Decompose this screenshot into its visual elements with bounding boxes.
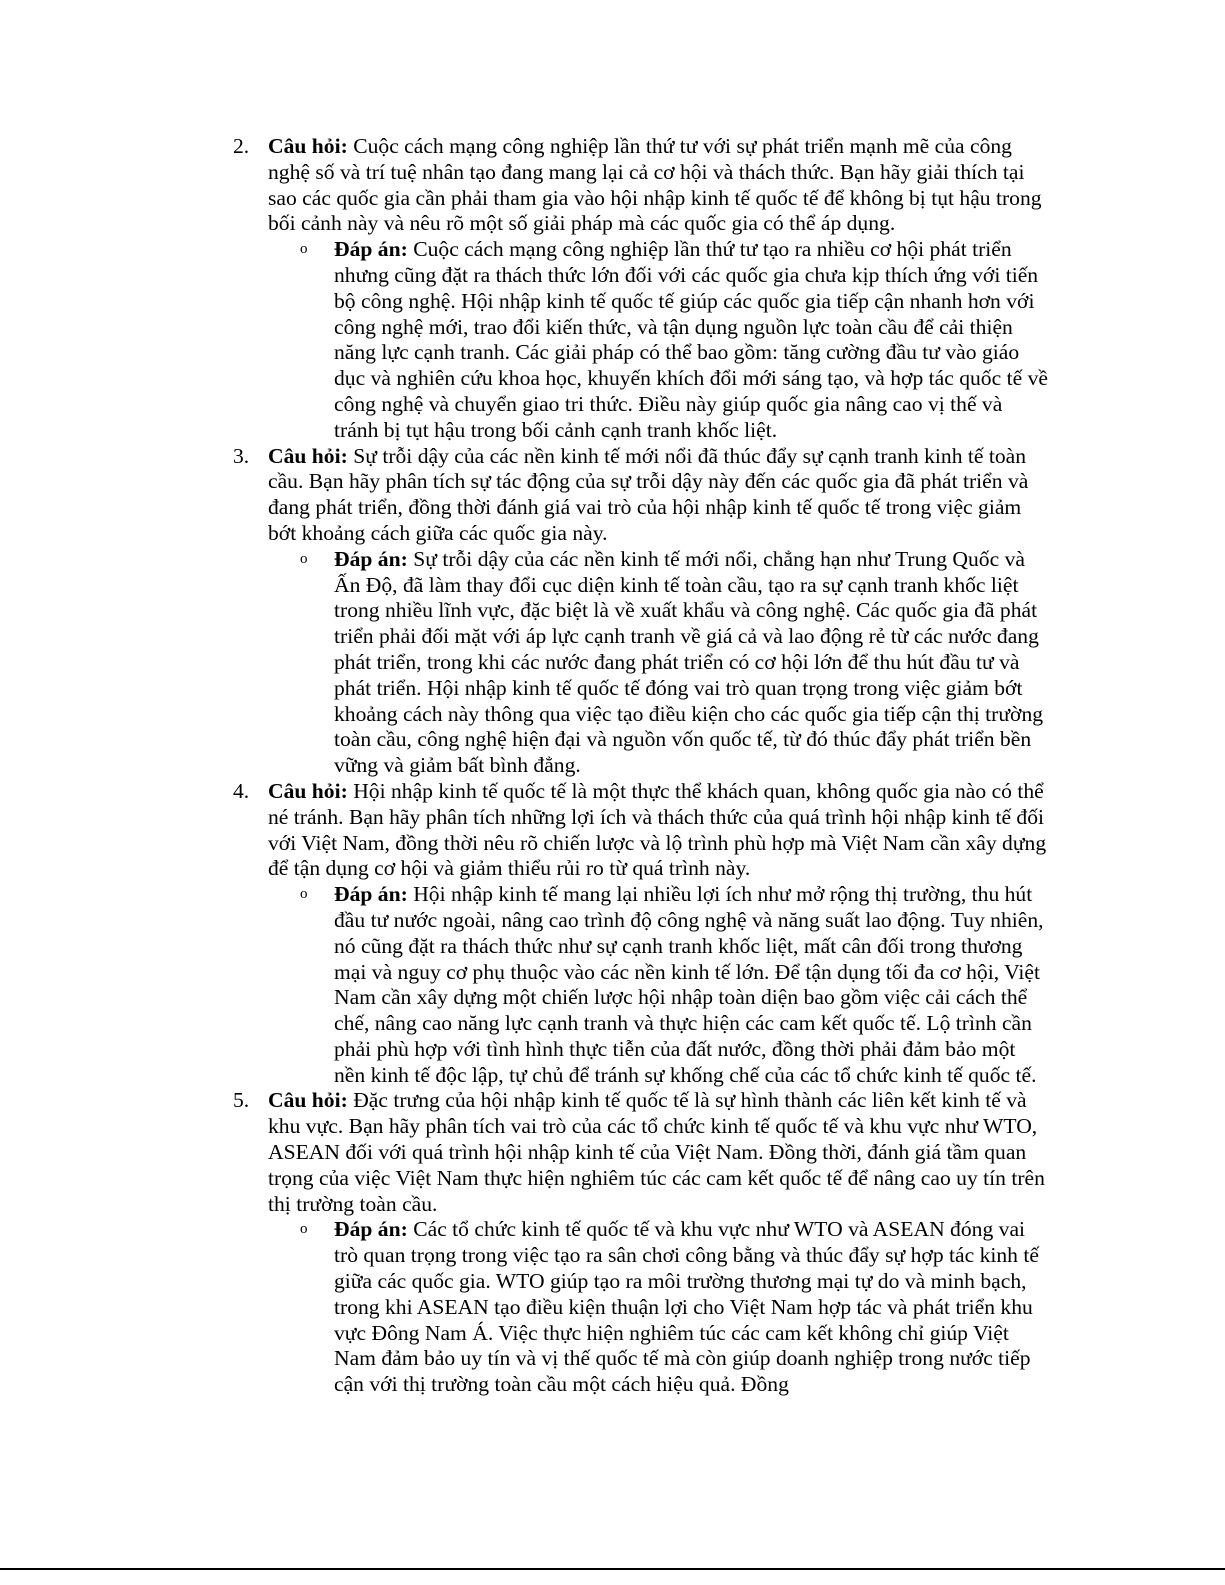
answer-body: Cuộc cách mạng công nghiệp lần thứ tư tạo ra nhiều cơ hội phát triển nhưng cũng đặt ra thách thức lớn đối với các quốc gia chưa kịp thích ứng với tiến bộ công nghệ. Hội nhập kinh tế quốc tế giúp các quốc gia tiếp cận nhanh hơn với công nghệ mới, trao đổi kiến thức, và tận dụng nguồn lực toàn cầu để cải thiện năng lực cạnh tranh. Các giải pháp có thể bao gồm: tăng cường đầu tư vào giáo dục và nghiên cứu khoa học, khuyến khích đổi mới sáng tạo, và hợp tác quốc tế về công nghệ và chuyển giao tri thức. Điều này giúp quốc gia nâng cao vị thế và tránh bị tụt hậu trong bối cảnh cạnh tranh khốc liệt. xyxy=(334,237,1048,442)
question-text xyxy=(268,1088,1050,1217)
answer-body: Các tổ chức kinh tế quốc tế và khu vực như WTO và ASEAN đóng vai trò quan trọng trong việc tạo ra sân chơi công bằng và thúc đẩy sự hợp tác kinh tế giữa các quốc gia. WTO giúp tạo ra môi trường thương mại tự do và minh bạch, trong khi ASEAN tạo điều kiện thuận lợi cho Việt Nam hợp tác và phát triển khu vực Đông Nam Á. Việc thực hiện nghiêm túc các cam kết không chỉ giúp Việt Nam đảm bảo uy tín và vị thế quốc tế mà còn giúp doanh nghiệp trong nước tiếp cận với thị trường toàn cầu một cách hiệu quả. Đồng xyxy=(334,1217,1039,1397)
question-body: Sự trỗi dậy của các nền kinh tế mới nổi đã thúc đẩy sự cạnh tranh kinh tế toàn cầu. Bạn hãy phân tích sự tác động của sự trỗi dậy này đến các quốc gia đã phát triển và đang phát triển, đồng thời đánh giá vai trò của hội nhập kinh tế quốc tế trong việc giảm bớt khoảng cách giữa các quốc gia này. xyxy=(268,443,1029,545)
answer-label: Đáp án: xyxy=(334,882,408,907)
bullet-marker: o xyxy=(300,1221,308,1238)
bullet-marker: o xyxy=(300,241,308,258)
question-number: 5. xyxy=(233,1088,250,1113)
question-text xyxy=(268,134,1050,237)
question-label: Câu hỏi: xyxy=(268,778,348,803)
question-item-2 xyxy=(230,134,1050,444)
answer-item xyxy=(268,882,1050,1088)
question-label: Câu hỏi: xyxy=(268,1088,348,1113)
question-item-3 xyxy=(230,444,1050,779)
question-number: 4. xyxy=(233,778,250,803)
answer-body: Hội nhập kinh tế mang lại nhiều lợi ích như mở rộng thị trường, thu hút đầu tư nước ngoài, nâng cao trình độ công nghệ và năng suất lao động. Tuy nhiên, nó cũng đặt ra thách thức như sự cạnh tranh khốc liệt, mất cân đối trong thương mại và nguy cơ phụ thuộc vào các nền kinh tế lớn. Để tận dụng tối đa cơ hội, Việt Nam cần xây dựng một chiến lược hội nhập toàn diện bao gồm việc cải cách thể chế, nâng cao năng lực cạnh tranh và thực hiện các cam kết quốc tế. Lộ trình cần phải phù hợp với tình hình thực tiễn của đất nước, đồng thời phải đảm bảo một nền kinh tế độc lập, tự chủ để tránh sự khống chế của các tổ chức kinh tế quốc tế. xyxy=(334,882,1044,1087)
answer-item xyxy=(268,237,1050,443)
question-number: 2. xyxy=(233,134,250,158)
answer-item xyxy=(268,1217,1050,1398)
question-number: 3. xyxy=(233,443,250,468)
answer-label: Đáp án: xyxy=(334,546,408,571)
question-item-4 xyxy=(230,779,1050,1089)
question-body: Cuộc cách mạng công nghiệp lần thứ tư với sự phát triển mạnh mẽ của công nghệ số và trí tuệ nhân tạo đang mang lại cả cơ hội và thách thức. Bạn hãy giải thích tại sao các quốc gia cần phải tham gia vào hội nhập kinh tế quốc tế để không bị tụt hậu trong bối cảnh này và nêu rõ một số giải pháp mà các quốc gia có thể áp dụng. xyxy=(268,134,1042,236)
answer-item xyxy=(268,547,1050,779)
question-body: Hội nhập kinh tế quốc tế là một thực thể khách quan, không quốc gia nào có thể né tránh. Bạn hãy phân tích những lợi ích và thách thức của quá trình hội nhập kinh tế đối với Việt Nam, đồng thời nêu rõ chiến lược và lộ trình phù hợp mà Việt Nam cần xây dựng để tận dụng cơ hội và giảm thiểu rủi ro từ quá trình này. xyxy=(268,778,1047,881)
bullet-marker: o xyxy=(300,886,308,903)
answer-body: Sự trỗi dậy của các nền kinh tế mới nổi, chẳng hạn như Trung Quốc và Ấn Độ, đã làm thay đổi cục diện kinh tế toàn cầu, tạo ra sự cạnh tranh khốc liệt trong nhiều lĩnh vực, đặc biệt là về xuất khẩu và công nghệ. Các quốc gia đã phát triển phải đối mặt với áp lực cạnh tranh về giá cả và lao động rẻ từ các nước đang phát triển, trong khi các nước đang phát triển có cơ hội lớn để thu hút đầu tư và phát triển. Hội nhập kinh tế quốc tế đóng vai trò quan trọng trong việc giảm bớt khoảng cách này thông qua việc tạo điều kiện cho các quốc gia tiếp cận thị trường toàn cầu, công nghệ hiện đại và nguồn vốn quốc tế, từ đó thúc đẩy phát triển bền vững và giảm bất bình đẳng. xyxy=(334,546,1044,778)
page-bottom-rule xyxy=(0,1568,1225,1570)
question-item-5 xyxy=(230,1088,1050,1398)
question-label: Câu hỏi: xyxy=(268,443,348,468)
question-list xyxy=(230,134,1050,1398)
question-body: Đặc trưng của hội nhập kinh tế quốc tế là sự hình thành các liên kết kinh tế và khu vực. Bạn hãy phân tích vai trò của các tổ chức kinh tế quốc tế và khu vực như WTO, ASEAN đối với quá trình hội nhập kinh tế của Việt Nam. Đồng thời, đánh giá tầm quan trọng của việc Việt Nam thực hiện nghiêm túc các cam kết quốc tế để nâng cao uy tín trên thị trường toàn cầu. xyxy=(268,1088,1045,1216)
question-text xyxy=(268,779,1050,882)
question-label: Câu hỏi: xyxy=(268,134,348,158)
answer-label: Đáp án: xyxy=(334,237,408,262)
answer-label: Đáp án: xyxy=(334,1217,408,1242)
bullet-marker: o xyxy=(300,550,308,567)
question-text xyxy=(268,444,1050,547)
